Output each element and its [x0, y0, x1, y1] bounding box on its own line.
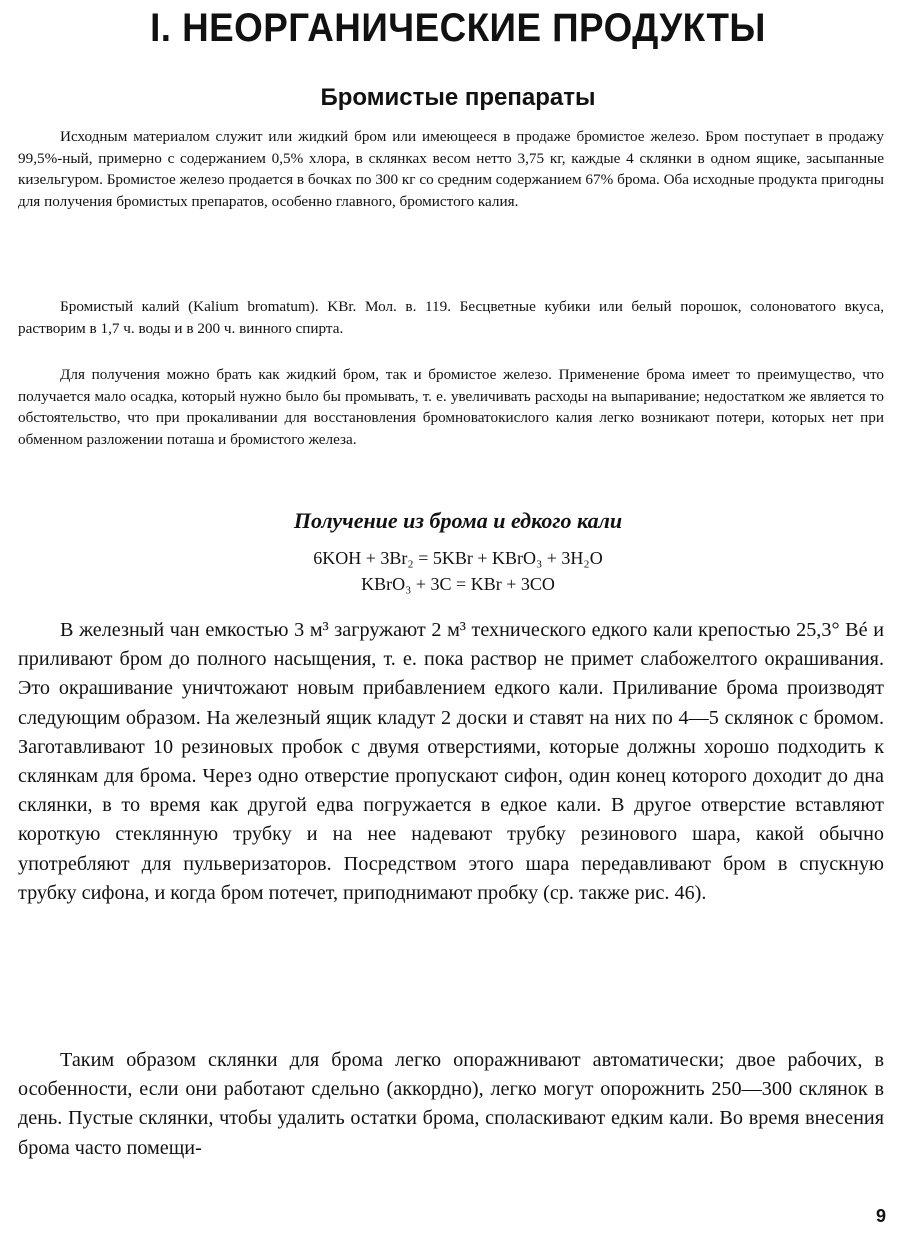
- paragraph-procedure: В железный чан емкостью 3 м³ загружают 2 м³ технического едкого кали крепостью 25,3° Bé и приливают бром до полного насыщения, т. е. пока раствор не примет слабожелтого окрашивания. Это окрашивание уничтожают новым прибавлением едкого кали. Приливание брома производят следующим образом. На железный ящик кладут 2 доски и ставят на них по 4—5 склянок с бромом. Заготавливают 10 резиновых пробок с двумя отверстиями, которые должны хорошо подходить к склянкам для брома. Через одно отверстие пропускают сифон, один конец которого доходит до дна склянки, в то время как другой едва погружается в едкое кали. В другое отверстие вставляют короткую стеклянную трубку и на нее надевают трубку резинового шара, какой обычно употребляют для пульверизаторов. Посредством этого шара передавливают бром в спускную трубку сифона, и когда бром потечет, приподнимают пробку (ср. также рис. 46).: [18, 619, 884, 904]
- page-number: 9: [875, 1206, 886, 1226]
- paragraph-preparation-methods: Для получения можно брать как жидкий бром, так и бромистое железо. Применение брома имеет то преимущество, что получается мало осадка, который нужно было бы промывать, т. е. увеличивать расходы на выпаривание; недостатком же является то обстоятельство, что при прокаливании для восстановления бромноватокислого калия легко возникают потери, которых нет при обменном разложении поташа и бромистого железа.: [18, 366, 884, 448]
- paragraph-intro: Исходным материалом служит или жидкий бром или имеющееся в продаже бромистое железо. Бром поступает в продажу 99,5%-ный, примерно с содержанием 0,5% хлора, в склянках весом нетто 3,75 кг, каждые 4 склянки в одном ящике, засыпанные кизельгуром. Бромистое железо продается в бочках по 300 кг со средним содержанием 67% брома. Оба исходные продукта пригодны для получения бромистых препаратов, особенно главного, бромистого калия.: [18, 128, 884, 210]
- paragraph-potassium-bromide: Бромистый калий (Kalium bromatum). KBr. Мол. в. 119. Бесцветные кубики или белый порошок, солоноватого вкуса, растворим в 1,7 ч. воды и в 200 ч. винного спирта.: [18, 298, 884, 337]
- equation-2: KBrO₃ + 3C = KBr + 3CO: [361, 574, 555, 594]
- subsection-title: Получение из брома и едкого кали: [293, 508, 623, 533]
- section-title: Бромистые препараты: [320, 84, 596, 111]
- chapter-title: I. НЕОРГАНИЧЕСКИЕ ПРОДУКТЫ: [150, 6, 766, 50]
- paragraph-automatic-emptying: Таким образом склянки для брома легко опоражнивают автоматически; двое рабочих, в особенности, если они работают сдельно (аккордно), легко могут опорожнить 250—300 склянок в день. Пустые склянки, чтобы удалить остатки брома, споласкивают едким кали. Во время внесения брома часто помещи-: [18, 1049, 884, 1159]
- equation-1: 6KOH + 3Br₂ = 5KBr + KBrO₃ + 3H₂O: [313, 548, 603, 568]
